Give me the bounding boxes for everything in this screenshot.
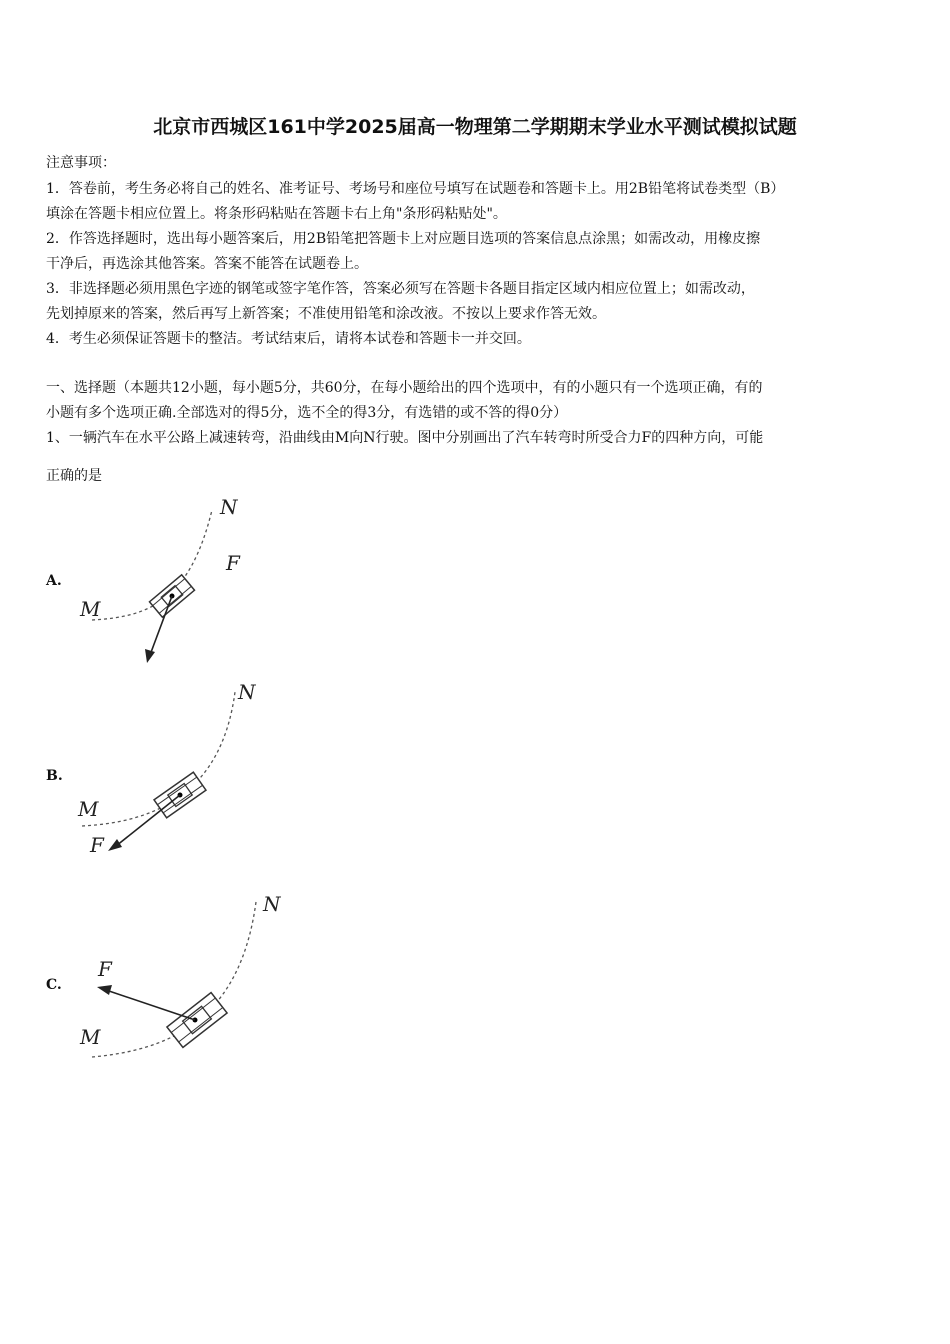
question-stem: 1、一辆汽车在水平公路上减速转弯，沿曲线由M向N行驶。图中分别画出了汽车转弯时所受合力F的四种方向，可能 [46, 430, 764, 446]
notice-heading: 注意事项： [46, 155, 116, 171]
point-n-label: N [238, 680, 256, 704]
section-heading: 小题有多个选项正确.全部选对的得5分，选不全的得3分，有选错的或不答的得0分） [46, 405, 568, 421]
notice-line: 先划掉原来的答案，然后再写上新答案；不准使用铅笔和涂改液。不按以上要求作答无效。 [46, 306, 606, 322]
notice-line: 4．考生必须保证答题卡的整洁。考试结束后，请将本试卷和答题卡一并交回。 [46, 331, 531, 347]
force-f-label: F [98, 957, 112, 981]
notice-line: 干净后，再选涂其他答案。答案不能答在试题卷上。 [46, 256, 368, 272]
point-m-label: M [78, 797, 99, 821]
point-m-label: M [80, 597, 101, 621]
question-stem: 正确的是 [46, 468, 102, 484]
point-m-label: M [80, 1025, 101, 1049]
notice-line: 3．非选择题必须用黑色字迹的钢笔或签字笔作答，答案必须写在答题卡各题目指定区域内相应位置上；如需改动， [46, 281, 755, 297]
option-label-c: C. [46, 977, 62, 993]
point-n-label: N [220, 495, 238, 519]
notice-line: 2．作答选择题时，选出每小题答案后，用2B铅笔把答题卡上对应题目选项的答案信息点涂黑；如需改动，用橡皮擦 [46, 231, 761, 247]
point-n-label: N [263, 892, 281, 916]
option-label-b: B. [46, 768, 63, 784]
force-f-label: F [90, 833, 104, 857]
force-f-label: F [226, 551, 240, 575]
option-label-a: A. [46, 573, 62, 589]
notice-line: 1．答卷前，考生务必将自己的姓名、准考证号、考场号和座位号填写在试题卷和答题卡上。用2B铅笔将试卷类型（B） [46, 181, 785, 197]
section-heading: 一、选择题（本题共12小题，每小题5分，共60分，在每小题给出的四个选项中，有的小题只有一个选项正确，有的 [46, 380, 763, 396]
notice-line: 填涂在答题卡相应位置上。将条形码粘贴在答题卡右上角"条形码粘贴处"。 [46, 206, 507, 222]
page-title: 北京市西城区161中学2025届高一物理第二学期期末学业水平测试模拟试题 [153, 116, 797, 138]
